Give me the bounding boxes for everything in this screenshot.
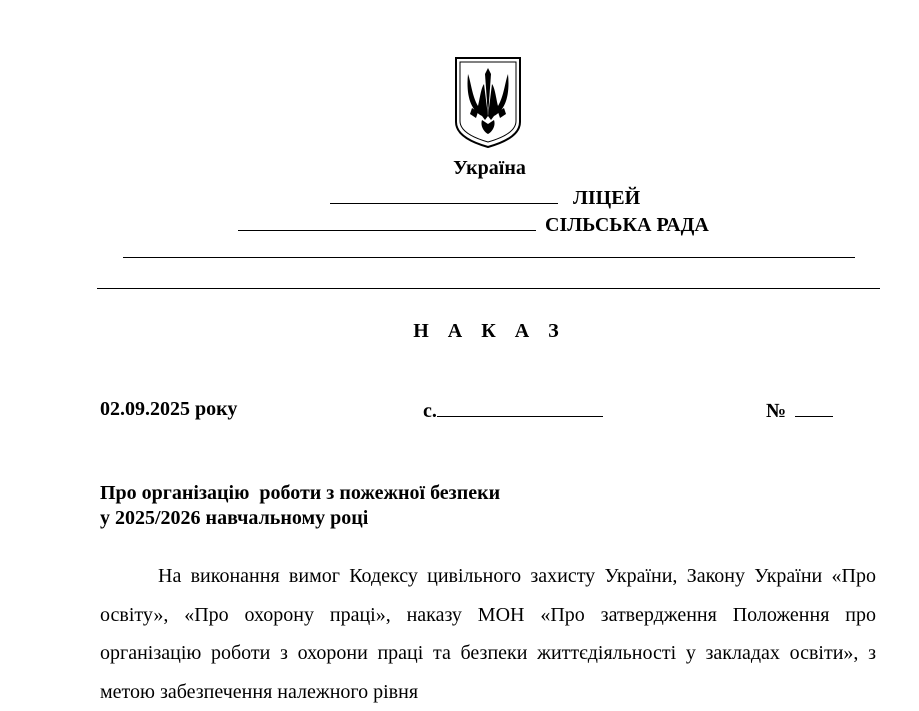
header-divider (123, 257, 855, 258)
country-name: Україна (453, 157, 526, 179)
order-date: 02.09.2025 року (100, 398, 238, 420)
order-place (423, 398, 603, 423)
council-suffix: СІЛЬСЬКА РАДА (545, 214, 709, 236)
number-prefix: № (766, 400, 787, 422)
council-line (238, 212, 709, 237)
body-paragraph (100, 557, 876, 711)
place-blank (437, 398, 603, 417)
number-blank (795, 398, 833, 417)
subject-line: Про організацію роботи з пожежної безпеки (100, 482, 501, 504)
institution-blank (330, 185, 558, 204)
institution-suffix: ЛІЦЕЙ (573, 187, 641, 209)
subject-line: у 2025/2026 навчальному році (100, 507, 369, 529)
order-subject (100, 481, 500, 531)
order-number (766, 398, 833, 423)
institution-line (330, 185, 640, 210)
document-title: Н А К А З (413, 320, 566, 342)
header-divider (97, 288, 880, 289)
council-blank (238, 212, 536, 231)
coat-of-arms-icon (452, 54, 524, 150)
place-prefix: с. (423, 400, 437, 422)
body-text: На виконання вимог Кодексу цивільного захисту України, Закону України «Про освіту», «Про охорону праці», наказу МОН «Про затвердження Положення про організацію роботи з охорони праці та безпеки життєдіяльності у закладах освіти», з метою забезпечення належного рівня (100, 565, 876, 703)
